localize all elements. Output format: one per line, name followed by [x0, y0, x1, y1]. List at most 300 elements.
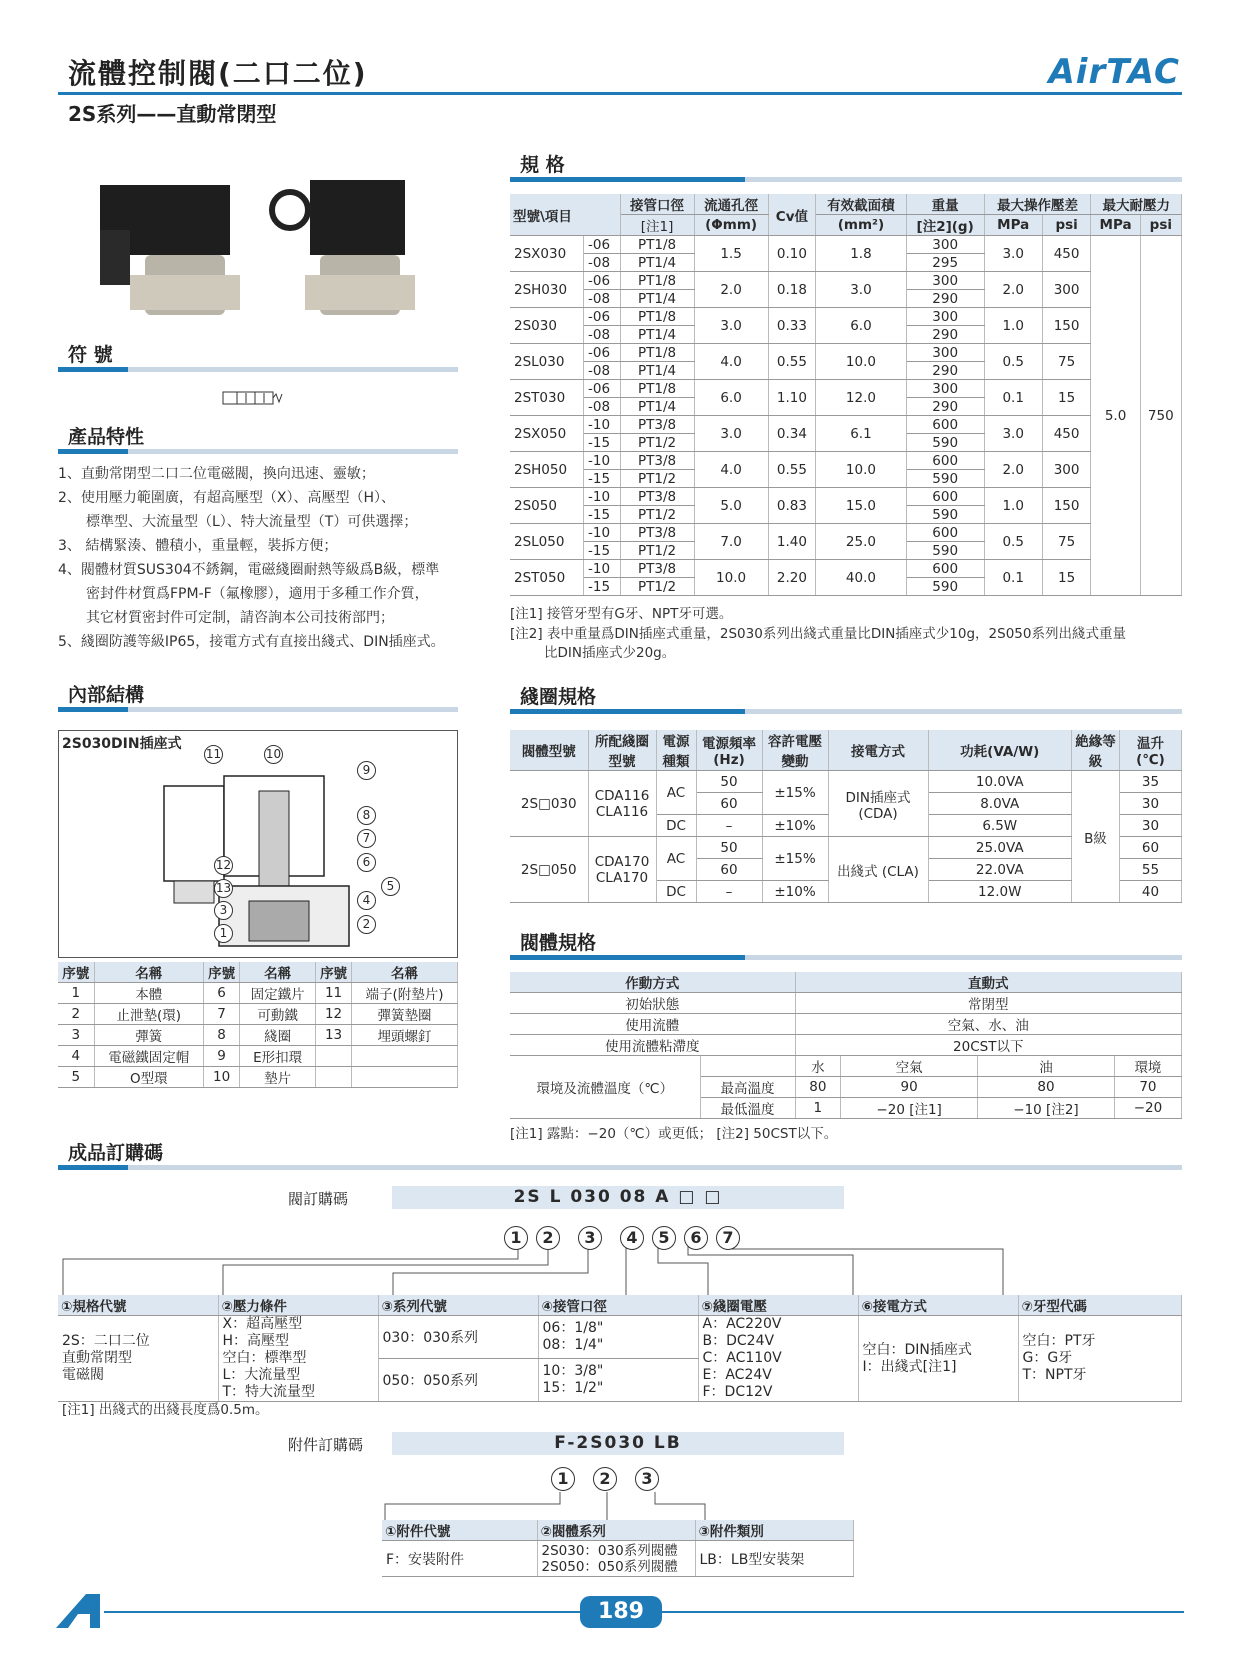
cell: A：AC220V B：DC24V C：AC110V E：AC24V F：DC12V	[698, 1316, 858, 1402]
cell: 300	[906, 344, 984, 362]
cell: ±15%	[762, 837, 828, 881]
cell: ⑦牙型代碼	[1018, 1295, 1182, 1316]
part-number-marker: 1	[214, 924, 233, 943]
coil-header: 電源頻率(Hz)	[696, 730, 762, 771]
cell: PT3/8	[620, 416, 694, 434]
cell: 295	[906, 254, 984, 272]
cell: −20	[1114, 1098, 1181, 1119]
cell: 可動鐵	[240, 1004, 316, 1025]
cell: PT1/4	[620, 398, 694, 416]
part-number-marker: 12	[214, 856, 233, 875]
cell: 300	[906, 236, 984, 254]
cell: -06	[584, 344, 620, 362]
cell: 300	[1042, 272, 1091, 308]
section-symbol-title: 符 號	[68, 344, 113, 366]
cell	[316, 1046, 352, 1067]
part-number-marker: 3	[214, 901, 233, 920]
cell: 290	[906, 362, 984, 380]
coil-header: 容許電壓變動	[762, 730, 828, 771]
order-position-marker: 4	[620, 1226, 644, 1250]
section-symbol-bar	[58, 367, 458, 372]
cell: PT1/8	[620, 236, 694, 254]
section-spec-title: 規 格	[520, 154, 565, 176]
cell: PT1/2	[620, 578, 694, 596]
cell: PT1/8	[620, 344, 694, 362]
cell: 最高溫度	[700, 1077, 795, 1098]
part-number-marker: 13	[214, 879, 233, 898]
accessory-position-markers	[547, 1467, 663, 1491]
cell: 8	[204, 1025, 240, 1046]
cell: 10.0	[816, 344, 906, 380]
cell: 作動方式	[510, 972, 795, 993]
cell: 使用流體	[510, 1014, 795, 1035]
cell: -10	[584, 452, 620, 470]
cell: 2S□030	[510, 771, 588, 837]
cell: 墊片	[240, 1067, 316, 1088]
accessory-position-marker: 2	[593, 1467, 617, 1491]
coil-header: 功耗(VA/W)	[928, 730, 1072, 771]
parts-table	[58, 962, 458, 1088]
table-row	[58, 1025, 458, 1046]
cell: 10：3/8" 15：1/2"	[538, 1359, 698, 1402]
cell: ⑥接電方式	[858, 1295, 1018, 1316]
coil-header: 電源種類	[656, 730, 696, 771]
spec-header-mpa: MPa	[1091, 215, 1140, 236]
spec-table	[510, 194, 1182, 596]
spec-header-weight: 重量	[906, 194, 984, 215]
cell: PT1/2	[620, 506, 694, 524]
cell: 40.0	[816, 560, 906, 596]
order-position-marker: 7	[716, 1226, 740, 1250]
cell: PT1/8	[620, 272, 694, 290]
cell: PT3/8	[620, 488, 694, 506]
part-number-marker: 6	[357, 853, 376, 872]
cell: 1.8	[816, 236, 906, 272]
cell: -08	[584, 326, 620, 344]
cell: 空氣、水、油	[795, 1014, 1182, 1035]
cell: 0.83	[768, 488, 816, 524]
feature-item: 4、閥體材質SUS304不銹鋼，電磁綫圈耐熱等級爲B級，標準	[58, 562, 440, 578]
valve-cross-section	[159, 771, 359, 951]
spec-header-maxdiff: 最大操作壓差	[984, 194, 1091, 215]
cell: 290	[906, 290, 984, 308]
cell: 25.0VA	[928, 837, 1072, 859]
section-order-bar	[58, 1165, 1182, 1170]
cell	[352, 1067, 458, 1088]
cell: CDA170 CLA170	[588, 837, 656, 903]
cell: 3.0	[694, 308, 768, 344]
cell: 1.0	[984, 488, 1042, 524]
cell: 13	[316, 1025, 352, 1046]
cell: CDA116 CLA116	[588, 771, 656, 837]
cell: 6.1	[816, 416, 906, 452]
cell: 空氣	[841, 1056, 978, 1077]
order-position-markers	[500, 1226, 744, 1250]
cell: 40	[1120, 881, 1182, 903]
feature-item: 標準型、大流量型（L）、特大流量型（T）可供選擇；	[86, 514, 418, 530]
spec-note-2b: 比DIN插座式少20g。	[544, 645, 676, 661]
cell: 12	[316, 1004, 352, 1025]
cell: 150	[1042, 308, 1091, 344]
parts-header: 序號	[316, 962, 352, 983]
cell: ±10%	[762, 815, 828, 837]
spec-header-area: 有效截面積	[816, 194, 906, 215]
body-table	[510, 972, 1182, 1119]
cell: 70	[1114, 1077, 1181, 1098]
cell: 3	[58, 1025, 94, 1046]
coil-header: 温升(℃)	[1120, 730, 1182, 771]
cell: 0.18	[768, 272, 816, 308]
cell: 彈簧墊圈	[352, 1004, 458, 1025]
cell: −20 [注1]	[841, 1098, 978, 1119]
cell: 空白：DIN插座式 I：出綫式[注1]	[858, 1316, 1018, 1402]
cell: -10	[584, 416, 620, 434]
cell: DIN插座式 (CDA)	[828, 771, 928, 837]
cell: 電磁鐵固定帽	[94, 1046, 204, 1067]
cell: 8.0VA	[928, 793, 1072, 815]
cell: 0.5	[984, 344, 1042, 380]
cell: 60	[1120, 837, 1182, 859]
parts-header: 序號	[204, 962, 240, 983]
cell: 600	[906, 416, 984, 434]
cell: 2S：二口二位 直動常閉型 電磁閥	[58, 1316, 218, 1402]
spec-header-maxpress: 最大耐壓力	[1091, 194, 1182, 215]
cell: 60	[696, 859, 762, 881]
cell: 1.0	[984, 308, 1042, 344]
coil-table	[510, 730, 1182, 903]
cell: 2.0	[984, 272, 1042, 308]
accessory-position-marker: 1	[551, 1467, 575, 1491]
cell: ③系列代號	[378, 1295, 538, 1316]
order-code-table	[58, 1295, 1182, 1402]
spec-header-unit: (Φmm)	[694, 215, 768, 236]
cell	[700, 1056, 795, 1077]
cell: 50	[696, 837, 762, 859]
cell: –	[696, 881, 762, 903]
cell: 2S□050	[510, 837, 588, 903]
cell: PT1/8	[620, 308, 694, 326]
table-row	[58, 1067, 458, 1088]
cell: 1	[795, 1098, 841, 1119]
section-coil-bar	[510, 709, 1182, 714]
cell: 水	[795, 1056, 841, 1077]
parts-header: 名稱	[94, 962, 204, 983]
section-body-title: 閥體規格	[520, 932, 597, 954]
cell: ②閥體系列	[537, 1520, 695, 1541]
accessory-code-label: 附件訂購碼	[288, 1436, 364, 1454]
cell: DC	[656, 881, 696, 903]
cell: -15	[584, 578, 620, 596]
cell: 直動式	[795, 972, 1182, 993]
cell: -06	[584, 308, 620, 326]
cell: B級	[1072, 771, 1120, 903]
cell: 30	[1120, 793, 1182, 815]
cell: 2SX050	[510, 416, 584, 452]
cell: 290	[906, 326, 984, 344]
cell: 彈簧	[94, 1025, 204, 1046]
spec-note-1: [注1] 接管牙型有G牙、NPT牙可選。	[510, 606, 733, 622]
airtac-logo: AirTAC	[1048, 52, 1180, 92]
cell: 0.34	[768, 416, 816, 452]
cell: 2SX030	[510, 236, 584, 272]
spec-header-cv: Cv值	[768, 194, 816, 236]
cell: 15	[1042, 380, 1091, 416]
spec-header-psi: psi	[1140, 215, 1181, 236]
cell: -10	[584, 560, 620, 578]
feature-item: 1、直動常閉型二口二位電磁閥，換向迅速、靈敏；	[58, 466, 375, 482]
cell: 15	[1042, 560, 1091, 596]
order-code: 2S L 030 08 A □ □	[392, 1186, 844, 1209]
cell: AC	[656, 837, 696, 881]
cell: 6.5W	[928, 815, 1072, 837]
cell: PT3/8	[620, 560, 694, 578]
cell: 2ST050	[510, 560, 584, 596]
table-row	[510, 308, 1182, 326]
page-subtitle: 2S系列——直動常閉型	[68, 102, 277, 126]
feature-item: 密封件材質爲FPM-F（氟橡膠），適用于多種工作介質，	[86, 586, 429, 602]
cell	[316, 1067, 352, 1088]
cell: O型環	[94, 1067, 204, 1088]
cell: 1.10	[768, 380, 816, 416]
coil-header: 閥體型號	[510, 730, 588, 771]
section-internal-bar	[58, 707, 458, 712]
part-number-marker: 2	[357, 915, 376, 934]
table-row	[510, 560, 1182, 578]
page-number: 189	[580, 1596, 662, 1628]
table-row	[510, 236, 1182, 254]
cell: 2ST030	[510, 380, 584, 416]
cell: 75	[1042, 524, 1091, 560]
cell: 10.0	[694, 560, 768, 596]
cell: -15	[584, 434, 620, 452]
table-row	[510, 416, 1182, 434]
cell: 2SL030	[510, 344, 584, 380]
cell: 600	[906, 560, 984, 578]
parts-header: 序號	[58, 962, 94, 983]
cell: 11	[316, 983, 352, 1004]
feature-item: 2、使用壓力範圍廣，有超高壓型（X）、高壓型（H）、	[58, 490, 396, 506]
cell: 0.1	[984, 560, 1042, 596]
cell: PT1/4	[620, 254, 694, 272]
cell: 3.0	[984, 236, 1042, 272]
cell: -10	[584, 524, 620, 542]
table-row	[510, 524, 1182, 542]
cell: 3.0	[984, 416, 1042, 452]
part-number-marker: 9	[357, 761, 376, 780]
cell: ④接管口徑	[538, 1295, 698, 1316]
cell: PT1/4	[620, 290, 694, 308]
cell: 2SH030	[510, 272, 584, 308]
order-position-marker: 6	[684, 1226, 708, 1250]
table-row	[510, 344, 1182, 362]
spec-note-2: [注2] 表中重量爲DIN插座式重量，2S030系列出綫式重量比DIN插座式少10g，2S050系列出綫式重量	[510, 626, 1126, 642]
cell: 2S050	[510, 488, 584, 524]
cell: 590	[906, 470, 984, 488]
cell: 常閉型	[795, 993, 1182, 1014]
feature-item: 3、 結構緊湊、體積小，重量輕，裝拆方便；	[58, 538, 338, 554]
table-row	[58, 983, 458, 1004]
cell: 7.0	[694, 524, 768, 560]
cell: 050：050系列	[378, 1359, 538, 1402]
accessory-code: F-2S030 LB	[392, 1432, 844, 1455]
coil-header: 所配綫圈型號	[588, 730, 656, 771]
cell: 20CST以下	[795, 1035, 1182, 1056]
cell: 固定鐵片	[240, 983, 316, 1004]
spec-header-note1: [注1]	[620, 215, 694, 236]
cell: 2S030：030系列閥體 2S050：050系列閥體	[537, 1541, 695, 1577]
cell: PT1/4	[620, 362, 694, 380]
cell: −10 [注2]	[978, 1098, 1115, 1119]
section-features-title: 產品特性	[68, 426, 145, 448]
body-note: [注1] 露點：−20（℃）或更低； [注2] 50CST以下。	[510, 1126, 838, 1142]
cell: 0.10	[768, 236, 816, 272]
cell: 1.40	[768, 524, 816, 560]
cell: -08	[584, 398, 620, 416]
order-connector-lines	[58, 1243, 1182, 1295]
cell: -15	[584, 542, 620, 560]
cell: PT1/2	[620, 434, 694, 452]
cell: PT1/2	[620, 542, 694, 560]
cell: 300	[906, 380, 984, 398]
part-number-marker: 10	[264, 745, 283, 764]
cell: 600	[906, 524, 984, 542]
cell: 5.0	[694, 488, 768, 524]
parts-header: 名稱	[352, 962, 458, 983]
accessory-connector-lines	[380, 1492, 710, 1520]
cell: 290	[906, 398, 984, 416]
cell: 2SH050	[510, 452, 584, 488]
cell: 2	[58, 1004, 94, 1025]
cell: 3.0	[694, 416, 768, 452]
cell: X：超高壓型 H：高壓型 空白：標準型 L：大流量型 T：特大流量型	[218, 1316, 378, 1402]
cell: ①附件代號	[382, 1520, 537, 1541]
cell: 端子(附墊片)	[352, 983, 458, 1004]
cell: 600	[906, 488, 984, 506]
cell: 12.0W	[928, 881, 1072, 903]
spec-header-mpa: MPa	[984, 215, 1042, 236]
order-position-marker: 1	[504, 1226, 528, 1250]
cell: 150	[1042, 488, 1091, 524]
cell: 300	[906, 272, 984, 290]
cell: 2SL050	[510, 524, 584, 560]
cell: 0.55	[768, 344, 816, 380]
table-row	[58, 1046, 458, 1067]
order-position-marker: 2	[536, 1226, 560, 1250]
cell: 6	[204, 983, 240, 1004]
cell: 06：1/8" 08：1/4"	[538, 1316, 698, 1359]
part-number-marker: 4	[357, 891, 376, 910]
spec-header-unit: [注2](g)	[906, 215, 984, 236]
cell: LB：LB型安裝架	[695, 1541, 854, 1577]
cell: 10.0	[816, 452, 906, 488]
cell: 出綫式 (CLA)	[828, 837, 928, 903]
cell: 10	[204, 1067, 240, 1088]
cell	[352, 1046, 458, 1067]
cell: 590	[906, 542, 984, 560]
cell: 450	[1042, 416, 1091, 452]
cell: 10.0VA	[928, 771, 1072, 793]
cell: PT3/8	[620, 452, 694, 470]
spec-header-port: 接管口徑	[620, 194, 694, 215]
order-code-label: 閥訂購碼	[288, 1190, 349, 1208]
cell: 環境	[1114, 1056, 1181, 1077]
cell: 030：030系列	[378, 1316, 538, 1359]
table-row	[510, 488, 1182, 506]
cell: 80	[978, 1077, 1115, 1098]
cell: F：安裝附件	[382, 1541, 537, 1577]
coil-header: 接電方式	[828, 730, 928, 771]
coil-header: 絶緣等級	[1072, 730, 1120, 771]
cell: 1.5	[694, 236, 768, 272]
footer-logo-icon	[56, 1592, 104, 1628]
cell: –	[696, 815, 762, 837]
cell: ⑤綫圈電壓	[698, 1295, 858, 1316]
cell: PT1/8	[620, 380, 694, 398]
cell: E形扣環	[240, 1046, 316, 1067]
cell: 6.0	[816, 308, 906, 344]
cell: 50	[696, 771, 762, 793]
cell: 22.0VA	[928, 859, 1072, 881]
cell: 80	[795, 1077, 841, 1098]
cell: 0.55	[768, 452, 816, 488]
cell: 使用流體粘滯度	[510, 1035, 795, 1056]
cell: 7	[204, 1004, 240, 1025]
cell: -08	[584, 362, 620, 380]
cell: ①規格代號	[58, 1295, 218, 1316]
cell: -06	[584, 380, 620, 398]
cell: PT1/4	[620, 326, 694, 344]
order-note: [注1] 出綫式的出綫長度爲0.5m。	[62, 1402, 269, 1418]
cell: -15	[584, 506, 620, 524]
cell: 6.0	[694, 380, 768, 416]
spec-header-psi: psi	[1042, 215, 1091, 236]
cell: 油	[978, 1056, 1115, 1077]
cell: 30	[1120, 815, 1182, 837]
cell: 初始狀態	[510, 993, 795, 1014]
accessory-table	[382, 1520, 854, 1577]
cell: -08	[584, 254, 620, 272]
cell: 綫圈	[240, 1025, 316, 1046]
section-coil-title: 綫圈規格	[520, 686, 597, 708]
cell: -10	[584, 488, 620, 506]
spec-header-model: 型號\項目	[510, 194, 620, 236]
table-row	[510, 272, 1182, 290]
cell: -15	[584, 470, 620, 488]
diagram-label: 2S030DIN插座式	[62, 733, 182, 753]
cell: 止泄墊(環)	[94, 1004, 204, 1025]
table-row	[510, 452, 1182, 470]
cell: -06	[584, 272, 620, 290]
section-order-title: 成品訂購碼	[68, 1142, 164, 1164]
cell: 3.0	[816, 272, 906, 308]
cell: 4.0	[694, 452, 768, 488]
section-spec-bar	[510, 177, 1182, 182]
cell: 5.0	[1091, 236, 1140, 596]
cell: 90	[841, 1077, 978, 1098]
cell: 0.5	[984, 524, 1042, 560]
cell: 12.0	[816, 380, 906, 416]
feature-item: 5、綫圈防護等級IP65，接電方式有直接出綫式、DIN插座式。	[58, 634, 445, 650]
cell: 590	[906, 506, 984, 524]
cell: 5	[58, 1067, 94, 1088]
section-features-bar	[58, 449, 458, 454]
table-row	[58, 1004, 458, 1025]
spec-header-orifice: 流通孔徑	[694, 194, 768, 215]
cell: ②壓力條件	[218, 1295, 378, 1316]
cell: 最低溫度	[700, 1098, 795, 1119]
section-internal-title: 內部結構	[68, 684, 145, 706]
cell: 4	[58, 1046, 94, 1067]
